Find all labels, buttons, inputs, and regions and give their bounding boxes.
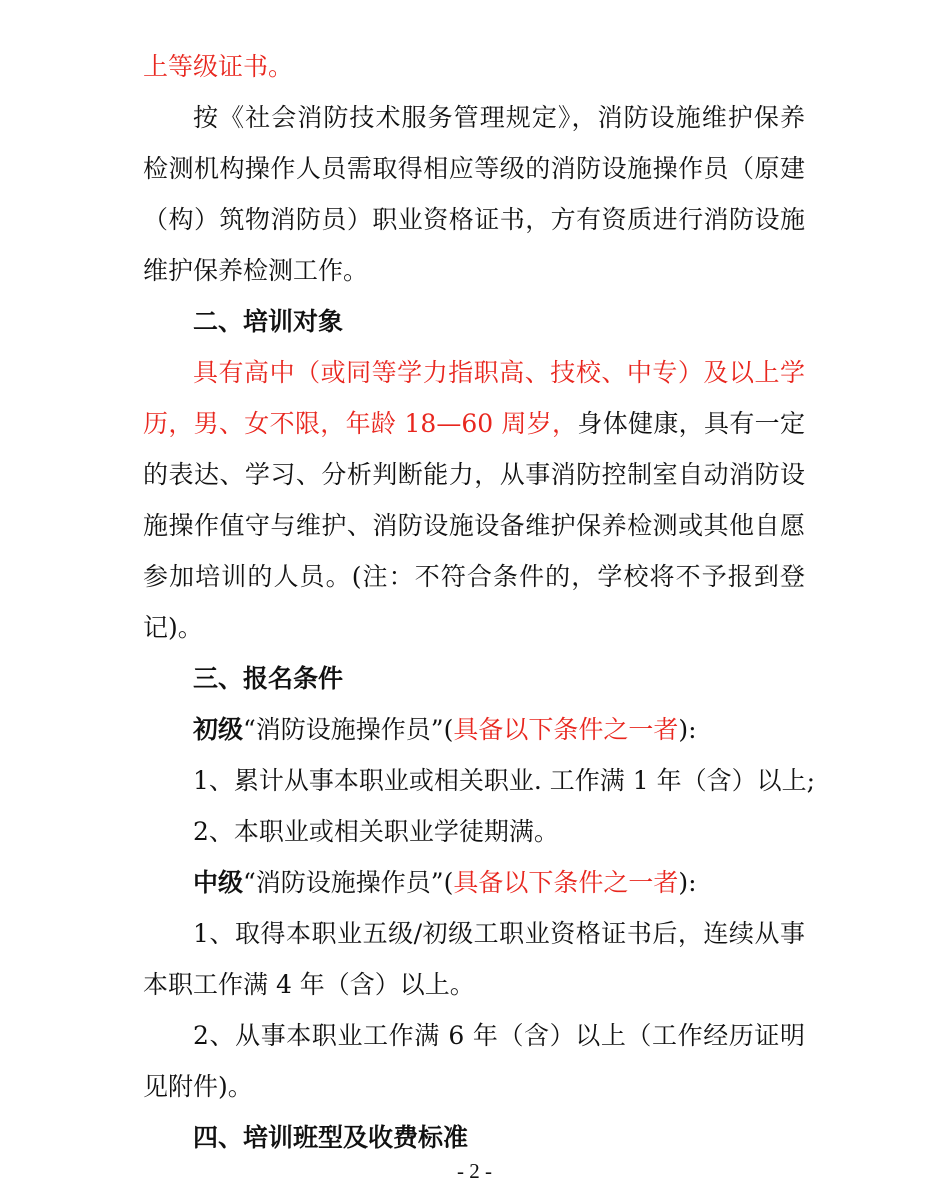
section-heading-classes-fees: 四、培训班型及收费标准: [193, 1123, 469, 1152]
intermediate-level-title: [193, 866, 697, 900]
intermediate-condition-item: 1、取得本职业五级/初级工职业资格证书后，连续从事: [193, 919, 805, 948]
condition-note: 具备以下条件之一者: [453, 715, 679, 744]
closing-paren: ):: [678, 715, 697, 744]
training-target-line: 的表达、学习、分析判断能力，从事消防控制室自动消防设: [143, 460, 805, 489]
junior-condition-item: 2、本职业或相关职业学徒期满。: [193, 817, 559, 846]
section-heading-enrollment: 三、报名条件: [193, 664, 344, 693]
training-target-line: [143, 407, 805, 441]
level-label: 中级: [193, 868, 244, 897]
regulation-paragraph-line: 维护保养检测工作。: [143, 256, 369, 285]
intermediate-condition-item: 2、从事本职业工作满 6 年（含）以上（工作经历证明: [193, 1021, 805, 1050]
intermediate-condition-item: 本职工作满 4 年（含）以上。: [143, 970, 475, 999]
junior-condition-item: 1、累计从事本职业或相关职业. 工作满 1 年（含）以上;: [193, 766, 816, 795]
training-target-line: 记)。: [143, 613, 203, 642]
section-heading-training-target: 二、培训对象: [193, 307, 344, 336]
page-number: - 2 -: [457, 1159, 492, 1183]
closing-paren: ):: [678, 868, 697, 897]
training-target-line: 参加培训的人员。(注：不符合条件的，学校将不予报到登: [143, 562, 805, 591]
health-requirement-text: 身体健康，具有一定: [577, 409, 805, 438]
job-title: “消防设施操作员”(: [243, 868, 454, 897]
regulation-paragraph-line: （构）筑物消防员）职业资格证书，方有资质进行消防设施: [143, 205, 805, 234]
training-target-line: 具有高中（或同等学力指职高、技校、中专）及以上学: [193, 358, 805, 387]
job-title: “消防设施操作员”(: [243, 715, 454, 744]
condition-note: 具备以下条件之一者: [453, 868, 679, 897]
level-label: 初级: [193, 715, 244, 744]
junior-level-title: [193, 713, 697, 747]
paragraph-continuation: 上等级证书。: [143, 52, 294, 81]
age-requirement-text: 历，男、女不限，年龄 18—60 周岁，: [143, 409, 578, 438]
training-target-line: 施操作值守与维护、消防设施设备维护保养检测或其他自愿: [143, 511, 805, 540]
intermediate-condition-item: 见附件)。: [143, 1072, 253, 1101]
regulation-paragraph-line: 检测机构操作人员需取得相应等级的消防设施操作员（原建: [143, 154, 805, 183]
regulation-paragraph-line: 按《社会消防技术服务管理规定》，消防设施维护保养: [193, 103, 805, 132]
